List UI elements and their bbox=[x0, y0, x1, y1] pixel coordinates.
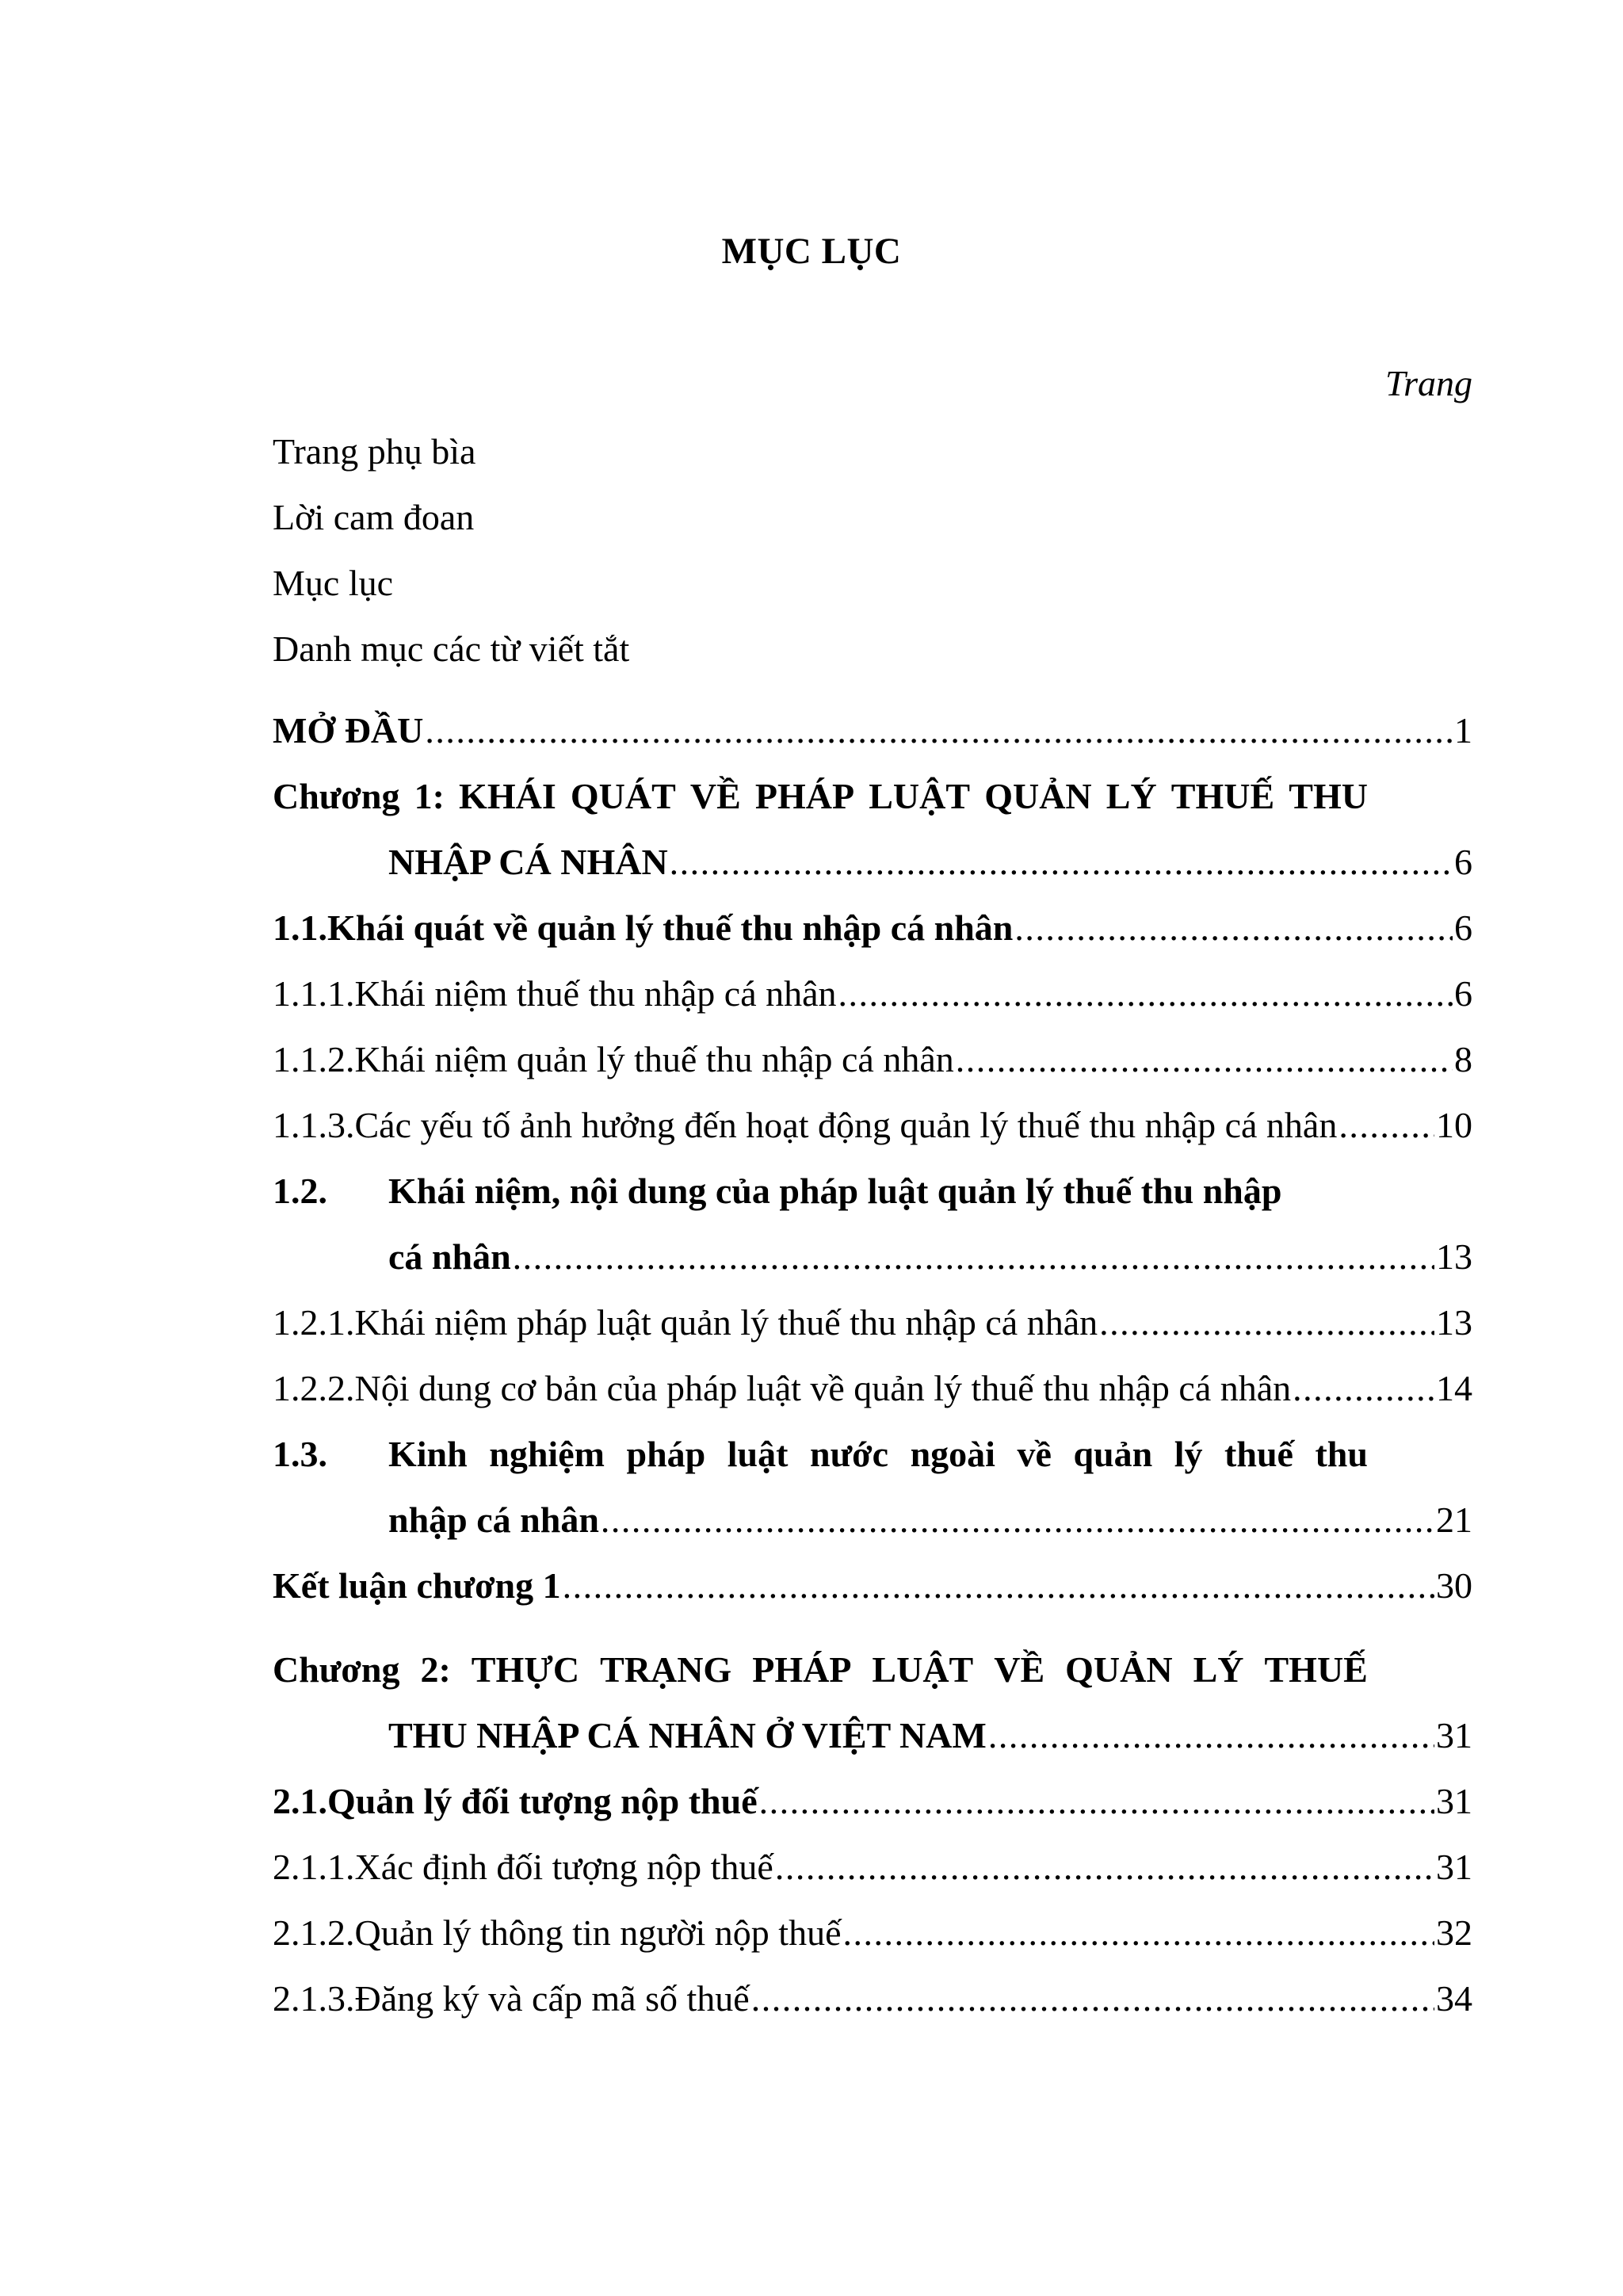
toc-page-number: 6 bbox=[1454, 907, 1472, 948]
page-column-label: Trang bbox=[1385, 363, 1472, 403]
toc-entry-text: Đăng ký và cấp mã số thuế bbox=[354, 1978, 750, 2019]
toc-entry-conclusion-chapter-1[interactable] bbox=[273, 1563, 1472, 1610]
word: LUẬT bbox=[869, 776, 971, 816]
toc-entry-1-3-line2[interactable] bbox=[388, 1497, 1472, 1545]
toc-entry-1-2-2[interactable] bbox=[273, 1366, 1472, 1413]
toc-entry-2-1-1[interactable] bbox=[273, 1844, 1472, 1892]
dot-leader bbox=[775, 1844, 1434, 1890]
toc-entry-2-1-2[interactable] bbox=[273, 1910, 1472, 1958]
word: thuế bbox=[1224, 1434, 1293, 1474]
toc-entry-1-1[interactable] bbox=[273, 905, 1472, 953]
toc-section-number: 2.1.1. bbox=[273, 1847, 355, 1887]
toc-entry-text: Các yếu tố ảnh hưởng đến hoạt động quản lý thuế thu nhập cá nhân bbox=[354, 1105, 1338, 1145]
toc-section-number: 2.1.2. bbox=[273, 1912, 355, 1953]
toc-entry-1-1-3[interactable] bbox=[273, 1102, 1472, 1150]
dot-leader bbox=[1014, 905, 1453, 951]
toc-entry-chapter-2-line1[interactable] bbox=[273, 1647, 1368, 1693]
toc-page-number: 30 bbox=[1436, 1565, 1472, 1606]
word: nước bbox=[809, 1434, 889, 1474]
word: THUẾ bbox=[1170, 776, 1275, 816]
toc-entry-text: Khái niệm thuế thu nhập cá nhân bbox=[354, 973, 837, 1014]
toc-entry-1-2-line2[interactable] bbox=[388, 1234, 1472, 1282]
word: PHÁP bbox=[754, 776, 855, 816]
toc-entry-text: Khái quát về quản lý thuế thu nhập cá nhân bbox=[327, 907, 1014, 948]
dot-leader bbox=[838, 971, 1453, 1017]
toc-page-number: 1 bbox=[1454, 710, 1472, 751]
dot-leader bbox=[956, 1037, 1453, 1083]
toc-page-number: 32 bbox=[1436, 1912, 1472, 1953]
dot-leader bbox=[843, 1910, 1435, 1956]
word: pháp bbox=[626, 1434, 706, 1474]
toc-entry-1-1-2[interactable] bbox=[273, 1037, 1472, 1084]
toc-entry-text: Quản lý đối tượng nộp thuế bbox=[327, 1781, 758, 1821]
toc-page-number: 8 bbox=[1454, 1039, 1472, 1079]
toc-entry-2-1[interactable] bbox=[273, 1778, 1472, 1826]
toc-entry-text: THU NHẬP CÁ NHÂN Ở VIỆT NAM bbox=[388, 1715, 987, 1755]
toc-entry-text: Khái niệm, nội dung của pháp luật quản lý thuế thu nhập bbox=[388, 1171, 1282, 1211]
word: THUẾ bbox=[1264, 1649, 1368, 1690]
word: LÝ bbox=[1106, 776, 1157, 816]
toc-page-number: 21 bbox=[1436, 1499, 1472, 1540]
toc-page-number: 13 bbox=[1436, 1302, 1472, 1343]
toc-page-number: 31 bbox=[1436, 1715, 1472, 1755]
word: về bbox=[1017, 1434, 1052, 1474]
toc-entry-text: Kết luận chương 1 bbox=[273, 1565, 561, 1606]
word: 1: bbox=[414, 776, 445, 816]
word: 2: bbox=[420, 1649, 451, 1690]
toc-section-number: 2.1.3. bbox=[273, 1978, 355, 2019]
toc-entry-chapter-1-line1[interactable] bbox=[273, 774, 1368, 819]
dot-leader bbox=[1338, 1102, 1434, 1148]
toc-section-number: 2.1. bbox=[273, 1781, 327, 1821]
word: LUẬT bbox=[872, 1649, 974, 1690]
front-matter-contents: Mục lục bbox=[273, 563, 394, 603]
word: QUẢN bbox=[1065, 1649, 1173, 1690]
toc-section-number: 1.1. bbox=[273, 907, 327, 948]
toc-entry-chapter-2-line2[interactable] bbox=[388, 1713, 1472, 1760]
front-matter-declaration: Lời cam đoan bbox=[273, 497, 475, 537]
dot-leader bbox=[513, 1234, 1434, 1280]
toc-section-number: 1.2.1. bbox=[273, 1302, 355, 1343]
toc-entry-1-3-line1[interactable] bbox=[388, 1431, 1368, 1477]
toc-entry-text: nhập cá nhân bbox=[388, 1499, 599, 1540]
word: thu bbox=[1315, 1434, 1368, 1474]
word: VỀ bbox=[689, 776, 741, 816]
toc-page-number: 31 bbox=[1436, 1781, 1472, 1821]
toc-page-number: 31 bbox=[1436, 1847, 1472, 1887]
word: luật bbox=[727, 1434, 789, 1474]
front-matter-cover: Trang phụ bìa bbox=[273, 431, 476, 472]
dot-leader bbox=[759, 1778, 1434, 1824]
toc-entry-text: Xác định đối tượng nộp thuế bbox=[354, 1847, 773, 1887]
toc-page-number: 13 bbox=[1436, 1236, 1472, 1277]
word: nghiệm bbox=[489, 1434, 605, 1474]
word: quản bbox=[1073, 1434, 1153, 1474]
toc-section-number: 1.1.1. bbox=[273, 973, 355, 1014]
word: LÝ bbox=[1193, 1649, 1244, 1690]
toc-entry-text: Khái niệm pháp luật quản lý thuế thu nhập cá nhân bbox=[354, 1302, 1098, 1343]
toc-page-number: 34 bbox=[1436, 1978, 1472, 2019]
toc-page-number: 6 bbox=[1454, 842, 1472, 882]
toc-entry-text: cá nhân bbox=[388, 1236, 511, 1277]
word: QUÁT bbox=[570, 776, 676, 816]
word: KHÁI bbox=[459, 776, 556, 816]
toc-entry-2-1-3[interactable] bbox=[273, 1976, 1472, 2023]
toc-section-number: 1.2. bbox=[273, 1171, 327, 1211]
toc-section-number: 1.1.3. bbox=[273, 1105, 355, 1145]
front-matter-abbreviations: Danh mục các từ viết tắt bbox=[273, 628, 630, 669]
word: QUẢN bbox=[984, 776, 1092, 816]
toc-section-number: 1.2.2. bbox=[273, 1368, 355, 1408]
toc-entry-text: NHẬP CÁ NHÂN bbox=[388, 842, 668, 882]
toc-entry-introduction[interactable] bbox=[273, 708, 1472, 755]
toc-entry-1-2-line1[interactable] bbox=[273, 1168, 1281, 1214]
word: Kinh bbox=[388, 1434, 468, 1474]
word: THỰC bbox=[471, 1649, 580, 1690]
toc-entry-chapter-1-line2[interactable] bbox=[388, 839, 1472, 887]
page-title: MỤC LỤC bbox=[721, 231, 902, 272]
word: THU bbox=[1289, 776, 1368, 816]
toc-entry-1-2-1[interactable] bbox=[273, 1300, 1472, 1347]
toc-entry-text: Quản lý thông tin người nộp thuế bbox=[354, 1912, 842, 1953]
toc-section-number: 1.3. bbox=[273, 1434, 327, 1474]
word: lý bbox=[1174, 1434, 1203, 1474]
dot-leader bbox=[1293, 1366, 1434, 1412]
dot-leader bbox=[751, 1976, 1434, 2022]
toc-entry-text: Khái niệm quản lý thuế thu nhập cá nhân bbox=[354, 1039, 954, 1079]
dot-leader bbox=[563, 1563, 1434, 1609]
toc-entry-text: Nội dung cơ bản của pháp luật về quản lý thuế thu nhập cá nhân bbox=[354, 1368, 1292, 1408]
word: PHÁP bbox=[752, 1649, 852, 1690]
toc-entry-1-1-1[interactable] bbox=[273, 971, 1472, 1018]
dot-leader bbox=[425, 708, 1453, 754]
toc-page-number: 6 bbox=[1454, 973, 1472, 1014]
dot-leader bbox=[601, 1497, 1434, 1543]
word: TRẠNG bbox=[600, 1649, 732, 1690]
word: VỀ bbox=[994, 1649, 1045, 1690]
toc-section-number: 1.1.2. bbox=[273, 1039, 355, 1079]
dot-leader bbox=[1099, 1300, 1434, 1346]
dot-leader bbox=[988, 1713, 1434, 1759]
toc-page-number: 10 bbox=[1436, 1105, 1472, 1145]
word: Chương bbox=[273, 776, 400, 816]
toc-page-number: 14 bbox=[1436, 1368, 1472, 1408]
dot-leader bbox=[670, 839, 1453, 885]
toc-entry-text: MỞ ĐẦU bbox=[273, 710, 424, 751]
word: ngoài bbox=[910, 1434, 995, 1474]
word: Chương bbox=[273, 1649, 400, 1690]
